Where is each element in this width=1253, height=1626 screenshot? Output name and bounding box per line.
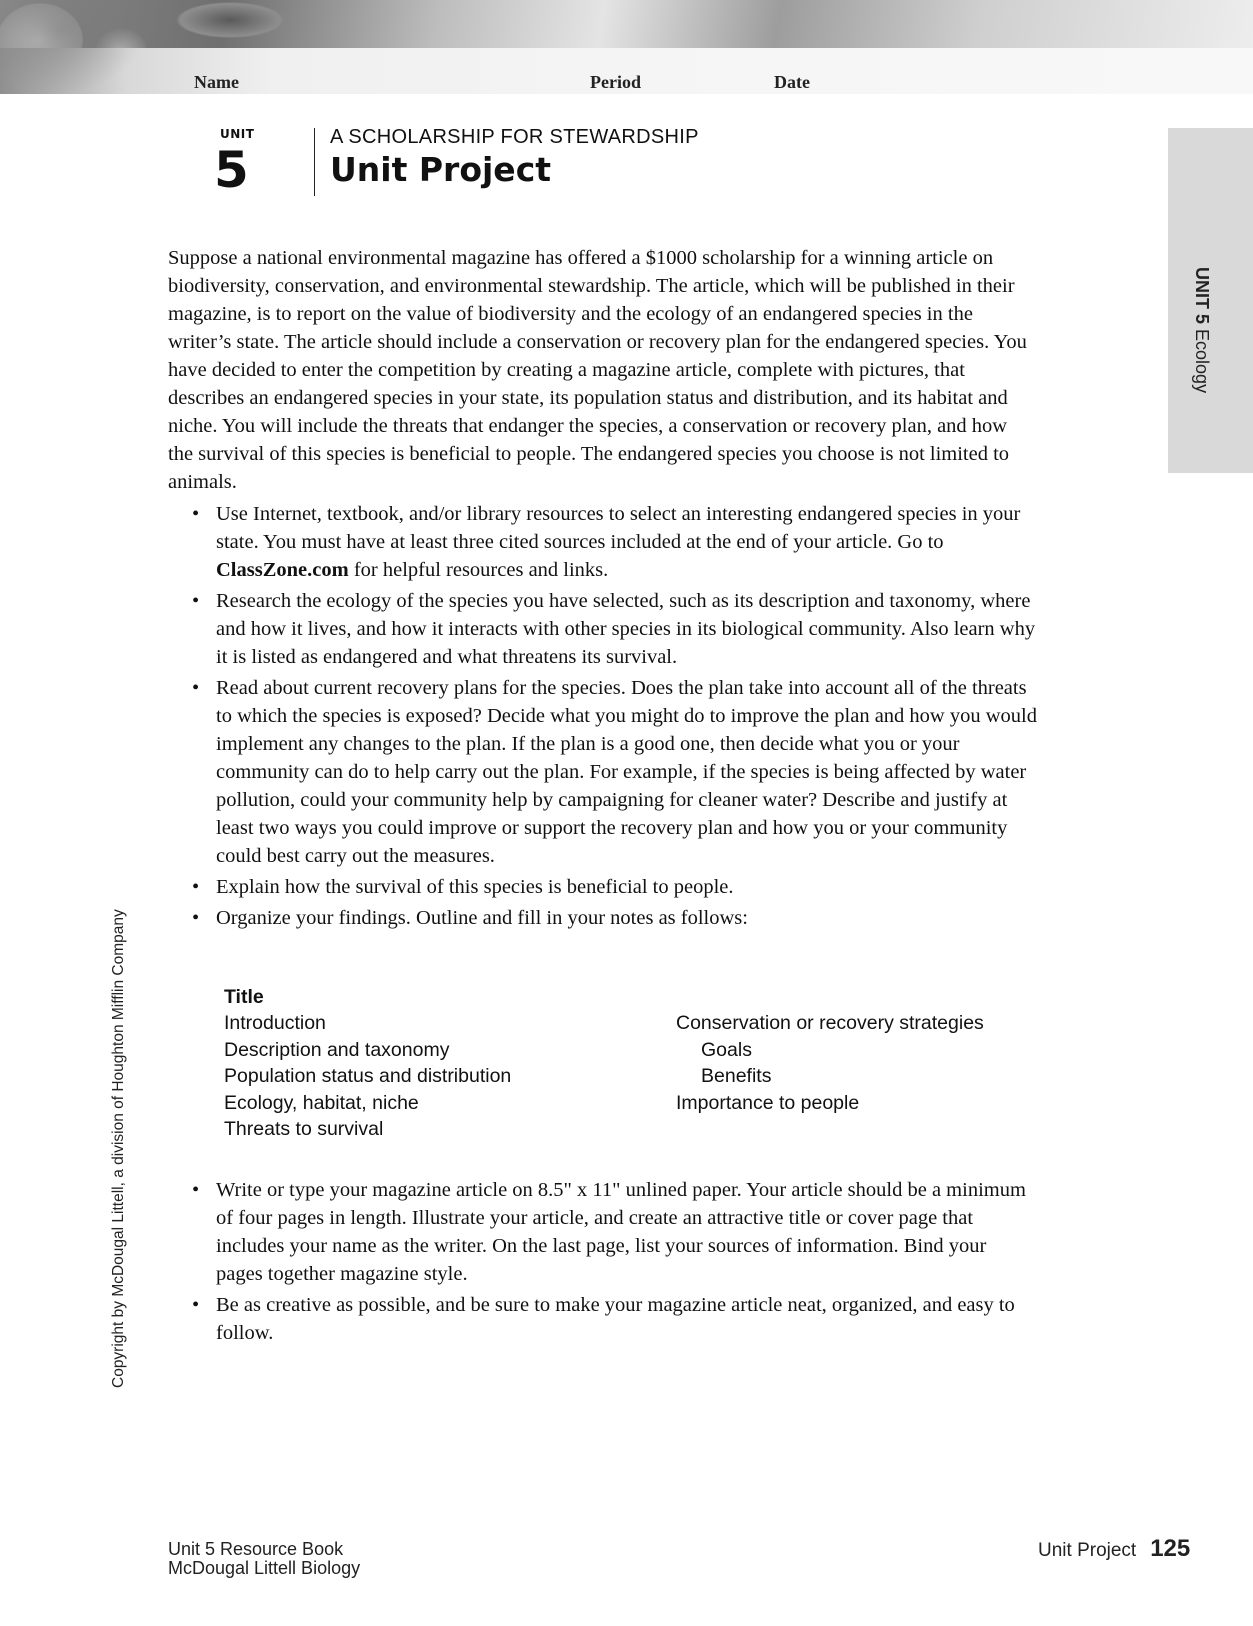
outline-item: Importance to people xyxy=(676,1091,860,1114)
footer-page-info xyxy=(1038,1535,1190,1563)
outline-item: Conservation or recovery strategies xyxy=(676,1012,984,1034)
header-photo-banner xyxy=(0,0,1253,48)
footer-book-info xyxy=(168,1540,360,1578)
side-tab-label xyxy=(1172,267,1212,393)
unit-number: 5 xyxy=(214,141,249,199)
header-banner-photo-corner xyxy=(0,0,170,94)
outline-item: Description and taxonomy xyxy=(224,1038,450,1061)
list-item: • Explain how the survival of this species is beneficial to people. xyxy=(192,876,734,898)
list-item: • Organize your findings. Outline and fill in your notes as follows: xyxy=(192,907,748,929)
title-divider xyxy=(314,128,315,196)
list-item: • Read about current recovery plans for the species. Does the plan take into account all of the threats to which the species is exposed? Decide what you might do to improve the plan and how you would implement any changes to the plan. If the plan is a good one, then decide what you or your community can do to help carry out the plan. For example, if the species is being affected by water pollution, could your community help by campaigning for cleaner water? Describe and justify at least two ways you could improve or support the recovery plan and how you or your community could best carry out the measures. xyxy=(192,677,1037,867)
outline-item: Population status and distribution xyxy=(224,1065,512,1087)
list-item: • Write or type your magazine article on 8.5" x 11" unlined paper. Your article should be a minimum of four pages in length. Illustrate your article, and create an attractive title or cover page that includes your name as the writer. On the last page, list your sources of information. Bind your pages together magazine style. xyxy=(192,1179,1026,1285)
footer-book-title: Unit 5 Resource Book xyxy=(168,1539,344,1559)
date-label: Date xyxy=(774,72,810,92)
side-tab-unit: UNIT 5 xyxy=(1192,267,1212,325)
copyright-notice: Copyright by McDougal Littell, a division of Houghton Mifflin Company xyxy=(110,909,127,1388)
footer-section: Unit Project xyxy=(1038,1540,1137,1561)
instruction-list-continued xyxy=(168,1176,1038,1350)
instruction-list xyxy=(168,500,1038,935)
list-item: • Research the ecology of the species you have selected, such as its description and taxonomy, where and how it lives, and how it interacts with other species in its biological community. Also learn why it is listed as endangered and what threatens its survival. xyxy=(192,590,1036,668)
period-label: Period xyxy=(590,72,641,92)
page-title: Unit Project xyxy=(330,150,552,189)
outline-right-column xyxy=(676,1010,984,1116)
name-label: Name xyxy=(194,72,239,92)
page-overline: A SCHOLARSHIP FOR STEWARDSHIP xyxy=(330,126,699,148)
side-tab-topic: Ecology xyxy=(1192,329,1212,394)
list-item: • Be as creative as possible, and be sure to make your magazine article neat, organized, and easy to follow. xyxy=(192,1294,1015,1344)
footer-publisher: McDougal Littell Biology xyxy=(168,1558,361,1578)
outline-item: Introduction xyxy=(224,1012,326,1034)
notes-outline xyxy=(224,984,1024,1140)
list-item: • Use Internet, textbook, and/or library resources to select an interesting endangered species in your state. You must have at least three cited sources included at the end of your article. Go to ClassZone.com for helpful resources and links. xyxy=(192,503,1021,581)
outline-left-column xyxy=(224,1010,511,1143)
outline-item: Threats to survival xyxy=(224,1118,384,1140)
outline-subitem: Benefits xyxy=(701,1065,772,1087)
outline-title: Title xyxy=(224,986,264,1008)
outline-subitem: Goals xyxy=(701,1038,752,1061)
unit-word: UNIT xyxy=(220,127,255,141)
page-number: 125 xyxy=(1150,1535,1191,1562)
outline-item: Ecology, habitat, niche xyxy=(224,1091,419,1114)
classzone-link-text: ClassZone.com xyxy=(216,559,349,581)
intro-paragraph: Suppose a national environmental magazine has offered a $1000 scholarship for a winning article on biodiversity, conservation, and environmental stewardship. The article, which will be published in their magazine, is to report on the value of biodiversity and the ecology of an endangered species in the writer’s state. The article should include a conservation or recovery plan for the endangered species. You have decided to enter the competition by creating a magazine article, complete with pictures, that describes an endangered species in your state, its population status and distribution, and its habitat and niche. You will include the threats that endanger the species, a conservation or recovery plan, and how the survival of this species is beneficial to people. The endangered species you choose is not limited to animals. xyxy=(168,247,1027,493)
